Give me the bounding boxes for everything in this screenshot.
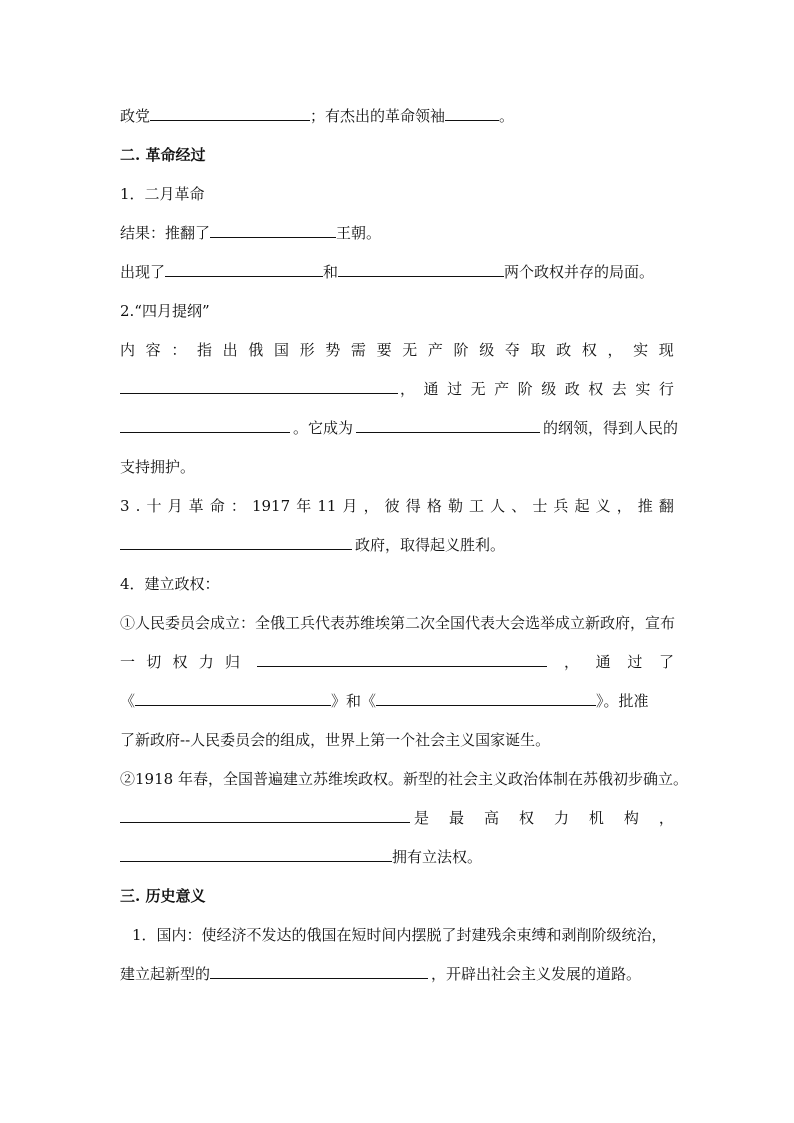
glyph: 一 bbox=[120, 653, 136, 671]
fill-blank[interactable] bbox=[376, 690, 596, 706]
glyph: 无 bbox=[402, 341, 418, 359]
glyph: . bbox=[135, 497, 141, 515]
glyph: ： bbox=[230, 497, 246, 515]
glyph: 通 bbox=[595, 653, 611, 671]
fill-blank[interactable] bbox=[210, 222, 336, 238]
glyph: 革 bbox=[188, 497, 204, 515]
glyph: 国 bbox=[273, 341, 289, 359]
fill-blank[interactable] bbox=[257, 651, 547, 667]
glyph: 指 bbox=[196, 341, 212, 359]
glyph: 最 bbox=[448, 809, 464, 827]
glyph: 要 bbox=[376, 341, 392, 359]
fill-blank[interactable] bbox=[120, 846, 392, 862]
glyph: 力 bbox=[198, 653, 214, 671]
line-april-content-2 bbox=[120, 378, 674, 400]
glyph: 形 bbox=[299, 341, 315, 359]
text: 。 bbox=[499, 107, 515, 125]
glyph: 实 bbox=[633, 341, 649, 359]
fill-blank[interactable] bbox=[120, 534, 352, 550]
glyph: ， bbox=[607, 341, 623, 359]
section-heading-process: 二. 革命经过 bbox=[120, 146, 206, 164]
glyph: 需 bbox=[350, 341, 366, 359]
glyph: 推 bbox=[637, 497, 653, 515]
text: ，开辟出社会主义发展的道路。 bbox=[431, 965, 642, 983]
text: 》。批准 bbox=[596, 692, 649, 710]
glyph: 内 bbox=[120, 341, 136, 359]
text: 王朝。 bbox=[336, 224, 382, 242]
glyph: 阶 bbox=[517, 380, 533, 398]
glyph: 过 bbox=[627, 653, 643, 671]
glyph: 归 bbox=[224, 653, 240, 671]
glyph: 实 bbox=[635, 380, 651, 398]
glyph: 俄 bbox=[248, 341, 264, 359]
glyph: 1917 bbox=[251, 497, 291, 515]
line-highest-authority bbox=[120, 807, 674, 829]
glyph: 士 bbox=[532, 497, 548, 515]
glyph: 年 bbox=[296, 497, 312, 515]
glyph: 彼 bbox=[384, 497, 400, 515]
glyph: 政 bbox=[556, 341, 572, 359]
glyph: 行 bbox=[658, 380, 674, 398]
glyph: 得 bbox=[405, 497, 421, 515]
glyph: 阶 bbox=[453, 341, 469, 359]
glyph: 11 bbox=[317, 497, 337, 515]
section-heading-significance: 三. 历史意义 bbox=[120, 887, 206, 905]
glyph: 通 bbox=[423, 380, 439, 398]
glyph: 工 bbox=[469, 497, 485, 515]
glyph: 月 bbox=[167, 497, 183, 515]
line-dual-power bbox=[120, 261, 654, 283]
glyph: 翻 bbox=[658, 497, 674, 515]
glyph: 过 bbox=[447, 380, 463, 398]
line-domestic-2 bbox=[120, 963, 644, 985]
fill-blank[interactable] bbox=[338, 261, 504, 277]
fill-blank[interactable] bbox=[150, 105, 310, 121]
glyph: 了 bbox=[658, 653, 674, 671]
text: 政府，取得起义胜利。 bbox=[355, 536, 506, 554]
line-legislative bbox=[120, 846, 482, 868]
text: 两个政权并存的局面。 bbox=[504, 263, 655, 281]
glyph: 切 bbox=[146, 653, 162, 671]
glyph: 起 bbox=[574, 497, 590, 515]
glyph: 产 bbox=[427, 341, 443, 359]
glyph: 取 bbox=[530, 341, 546, 359]
glyph: 权 bbox=[581, 341, 597, 359]
glyph: 机 bbox=[588, 809, 604, 827]
glyph: 兵 bbox=[553, 497, 569, 515]
text: ；有杰出的革命领袖 bbox=[310, 107, 446, 125]
glyph: 格 bbox=[426, 497, 442, 515]
line-april-content bbox=[120, 339, 674, 361]
text: 《 bbox=[120, 692, 136, 710]
line-october-2 bbox=[120, 534, 508, 556]
glyph: 权 bbox=[518, 809, 534, 827]
glyph: 月 bbox=[342, 497, 358, 515]
line-october bbox=[120, 495, 674, 517]
text: 结果：推翻了 bbox=[120, 224, 211, 242]
line-party bbox=[120, 105, 514, 127]
glyph: 权 bbox=[172, 653, 188, 671]
fill-blank[interactable] bbox=[210, 963, 428, 979]
glyph: 构 bbox=[623, 809, 639, 827]
line-new-government: 了新政府--人民委员会的组成，世界上第一个社会主义国家诞生。 bbox=[120, 731, 551, 749]
text bbox=[400, 378, 674, 400]
subheading-april-theses: 2.“四月提纲” bbox=[120, 302, 210, 320]
glyph: 去 bbox=[611, 380, 627, 398]
glyph: 夺 bbox=[504, 341, 520, 359]
text bbox=[564, 651, 674, 673]
text: 。它成为 bbox=[293, 419, 354, 437]
text bbox=[414, 807, 674, 829]
line-all-power bbox=[120, 651, 674, 673]
text bbox=[120, 651, 240, 673]
glyph: 十 bbox=[146, 497, 162, 515]
subheading-establish-power: 4．建立政权： bbox=[120, 575, 220, 593]
glyph: 人 bbox=[490, 497, 506, 515]
glyph: 命 bbox=[209, 497, 225, 515]
fill-blank[interactable] bbox=[135, 690, 331, 706]
glyph: ， bbox=[616, 497, 632, 515]
glyph: ， bbox=[658, 809, 674, 827]
fill-blank[interactable] bbox=[165, 261, 323, 277]
line-april-content-3 bbox=[120, 417, 681, 439]
glyph: ： bbox=[171, 341, 187, 359]
text: 拥有立法权。 bbox=[392, 848, 483, 866]
fill-blank[interactable] bbox=[120, 807, 410, 823]
line-domestic: 1．国内：使经济不发达的俄国在短时间内摆脱了封建残余束缚和剥削阶级统治， bbox=[132, 926, 667, 944]
line-result bbox=[120, 222, 381, 244]
text: 和 bbox=[323, 263, 339, 281]
glyph: 高 bbox=[483, 809, 499, 827]
glyph: 现 bbox=[658, 341, 674, 359]
text: 的纲领，得到人民的 bbox=[543, 419, 679, 437]
text: 》和《 bbox=[331, 692, 377, 710]
text: 建立起新型的 bbox=[120, 965, 211, 983]
glyph: 势 bbox=[325, 341, 341, 359]
glyph: 力 bbox=[553, 809, 569, 827]
glyph: 无 bbox=[470, 380, 486, 398]
glyph: 政 bbox=[564, 380, 580, 398]
glyph: 是 bbox=[414, 809, 430, 827]
line-support: 支持拥护。 bbox=[120, 458, 196, 476]
fill-blank[interactable] bbox=[445, 105, 499, 121]
fill-blank[interactable] bbox=[120, 417, 290, 433]
glyph: 级 bbox=[479, 341, 495, 359]
subheading-february: 1．二月革命 bbox=[120, 185, 205, 203]
line-decrees bbox=[120, 690, 649, 712]
glyph: ， bbox=[363, 497, 379, 515]
glyph: ， bbox=[564, 653, 580, 671]
glyph: 、 bbox=[511, 497, 527, 515]
glyph: ， bbox=[400, 380, 416, 398]
text: 出现了 bbox=[120, 263, 166, 281]
glyph: 出 bbox=[222, 341, 238, 359]
glyph: 权 bbox=[588, 380, 604, 398]
glyph: 勒 bbox=[447, 497, 463, 515]
glyph: 义 bbox=[595, 497, 611, 515]
fill-blank[interactable] bbox=[120, 378, 398, 394]
text: 政党 bbox=[120, 107, 151, 125]
glyph: 容 bbox=[145, 341, 161, 359]
glyph: 级 bbox=[541, 380, 557, 398]
glyph: 3 bbox=[120, 497, 130, 515]
fill-blank[interactable] bbox=[356, 417, 540, 433]
glyph: 产 bbox=[494, 380, 510, 398]
line-council: ①人民委员会成立：全俄工兵代表苏维埃第二次全国代表大会选举成立新政府，宣布 bbox=[120, 614, 676, 632]
line-soviet-1918: ②1918 年春，全国普遍建立苏维埃政权。新型的社会主义政治体制在苏俄初步确立。 bbox=[120, 770, 688, 788]
